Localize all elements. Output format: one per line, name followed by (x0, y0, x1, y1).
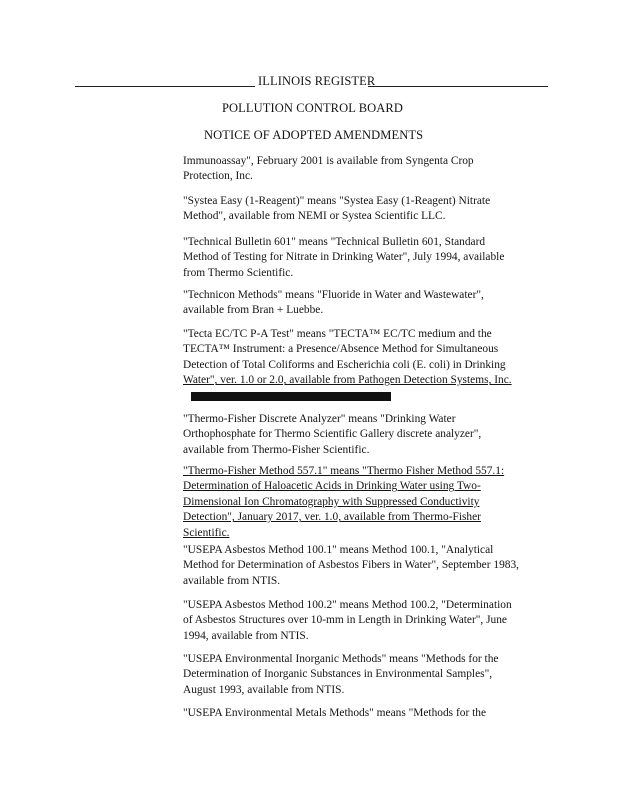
text-line: Method of Testing for Nitrate in Drinking Water", July 1994, available (183, 251, 505, 264)
register-title: ILLINOIS REGISTER (258, 74, 376, 88)
paragraph-asbestos-100-2 (183, 598, 563, 644)
text-line: "USEPA Asbestos Method 100.2" means Method 100.2, "Determination (183, 599, 512, 611)
text-line: "Thermo-Fisher Discrete Analyzer" means "Drinking Water (183, 413, 456, 425)
text-line: Protection, Inc. (183, 170, 253, 183)
notice-title: NOTICE OF ADOPTED AMENDMENTS (204, 128, 424, 142)
redacted-url-bar (191, 392, 391, 401)
text-line: "USEPA Environmental Inorganic Methods" means "Methods for the (183, 653, 499, 665)
text-line: Determination of Inorganic Substances in Environmental Samples", (183, 668, 493, 681)
paragraph-syngenta (183, 154, 563, 185)
text-line: Water", ver. 1.0 or 2.0, available from Pathogen Detection Systems, Inc. (183, 374, 512, 387)
text-line: "Technical Bulletin 601" means "Technical Bulletin 601, Standard (183, 236, 486, 248)
board-title: POLLUTION CONTROL BOARD (222, 101, 403, 115)
text-line: Method for Determination of Asbestos Fibers in Water", September 1983, (183, 559, 520, 572)
text-line: from Thermo Scientific. (183, 266, 294, 279)
text-line: Detection of Total Coliforms and Escherichia coli (E. coli) in Drinking (183, 358, 506, 371)
text-line: "Systea Easy (1-Reagent)" means "Systea Easy (1-Reagent) Nitrate (183, 195, 491, 207)
text-line: Detection", January 2017, ver. 1.0, available from Thermo-Fisher (183, 511, 481, 524)
text-line: TECTA™ Instrument: a Presence/Absence Method for Simultaneous (183, 343, 499, 356)
text-line: Dimensional Ion Chromatography with Suppressed Conductivity (183, 495, 480, 508)
paragraph-environmental-inorganic (183, 652, 563, 698)
text-line: Immunoassay", February 2001 is available from Syngenta Crop (183, 155, 474, 167)
paragraph-thermo-557 (183, 464, 563, 541)
text-line: Determination of Haloacetic Acids in Drinking Water using Two- (183, 480, 481, 493)
redaction-line (183, 389, 563, 404)
paragraph-technical-bulletin (183, 235, 563, 281)
paragraph-asbestos-100-1 (183, 543, 563, 589)
text-line: available from Thermo-Fisher Scientific. (183, 443, 370, 456)
text-line: Orthophosphate for Thermo Scientific Gallery discrete analyzer", (183, 428, 482, 441)
paragraph-systea (183, 194, 563, 225)
text-line: "Thermo-Fisher Method 557.1" means "Thermo Fisher Method 557.1: (183, 465, 505, 477)
text-line: available from NTIS. (183, 574, 281, 587)
text-line: available from Bran + Luebbe. (183, 304, 324, 317)
paragraph-technicon (183, 288, 563, 319)
text-line: Method", available from NEMI or Systea Scientific LLC. (183, 210, 446, 223)
text-line: 1994, available from NTIS. (183, 629, 309, 642)
text-line: "Tecta EC/TC P-A Test" means "TECTA™ EC/TC medium and the (183, 328, 492, 340)
paragraph-environmental-metals (183, 706, 563, 721)
header-rule-right (368, 86, 548, 87)
text-line: August 1993, available from NTIS. (183, 683, 345, 696)
text-line: Scientific. (183, 526, 230, 539)
header-rule-left (75, 86, 255, 87)
text-line: "USEPA Environmental Metals Methods" means "Methods for the (183, 707, 487, 719)
text-line: of Asbestos Structures over 10-mm in Length in Drinking Water", June (183, 614, 507, 627)
text-line: "USEPA Asbestos Method 100.1" means Method 100.1, "Analytical (183, 544, 494, 556)
paragraph-thermo-discrete (183, 412, 563, 458)
text-line: "Technicon Methods" means "Fluoride in Water and Wastewater", (183, 289, 484, 301)
paragraph-tecta (183, 327, 563, 404)
